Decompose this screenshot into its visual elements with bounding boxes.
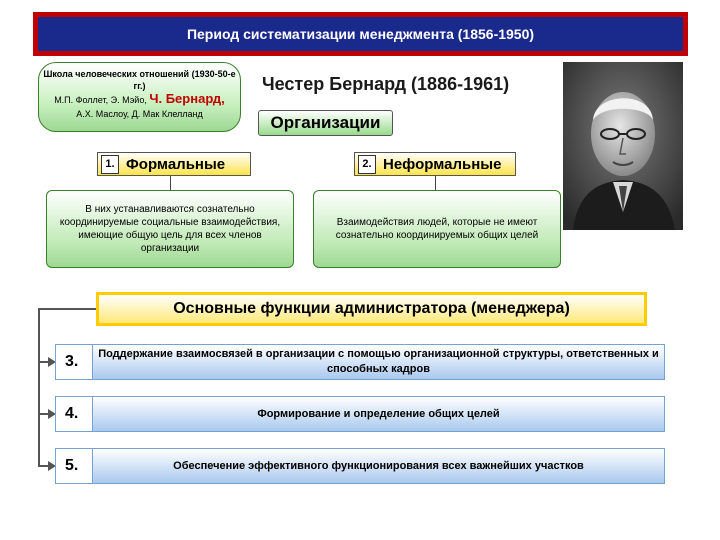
school-authors-line1 (39, 92, 240, 107)
page-title: Период систематизации менеджмента (1856-1950) (38, 17, 683, 51)
informal-label: Неформальные (383, 156, 502, 173)
portrait-photo (563, 62, 683, 230)
arrow-3 (38, 361, 50, 363)
informal-number: 2. (358, 155, 376, 174)
formal-chip (97, 152, 251, 176)
formal-number: 1. (101, 155, 119, 174)
functions-banner (96, 292, 647, 326)
connector-informal (435, 176, 436, 190)
function-number-4: 4. (55, 396, 97, 432)
arrow-4 (38, 413, 50, 415)
school-authors-line2: А.Х. Маслоу, Д. Мак Клелланд (76, 109, 203, 119)
function-text-4: Формирование и определение общих целей (92, 396, 665, 432)
function-number-5: 5. (55, 448, 97, 484)
formal-label: Формальные (126, 156, 226, 173)
function-text-3: Поддержание взаимосвязей в организации с помощью организационной структуры, ответственных и способных кадров (92, 344, 665, 380)
function-number-3: 3. (55, 344, 97, 380)
school-box (38, 62, 241, 132)
arrow-5 (38, 465, 50, 467)
functions-title: Основные функции администратора (менеджера) (99, 295, 644, 323)
function-text-5: Обеспечение эффективного функционирования всех важнейших участков (92, 448, 665, 484)
school-authors-highlight: Ч. Бернард, (149, 91, 225, 106)
informal-description: Взаимодействия людей, которые не имеют сознательно координируемых общих целей (313, 190, 561, 268)
informal-chip (354, 152, 516, 176)
connector-formal (170, 176, 171, 190)
school-title: Школа человеческих отношений (1930-50-е гг.) (43, 69, 236, 91)
bernard-name: Честер Бернард (1886-1961) (262, 74, 510, 94)
portrait-icon (563, 62, 683, 230)
organizations-box: Организации (258, 110, 393, 136)
school-authors-prefix: М.П. Фоллет, Э. Мэйо, (54, 95, 147, 105)
tree-top-line (38, 308, 96, 310)
tree-vertical-line (38, 309, 40, 466)
formal-description: В них устанавливаются сознательно координируемые социальные взаимодействия, имеющие общую цель для всех членов организации (46, 190, 294, 268)
